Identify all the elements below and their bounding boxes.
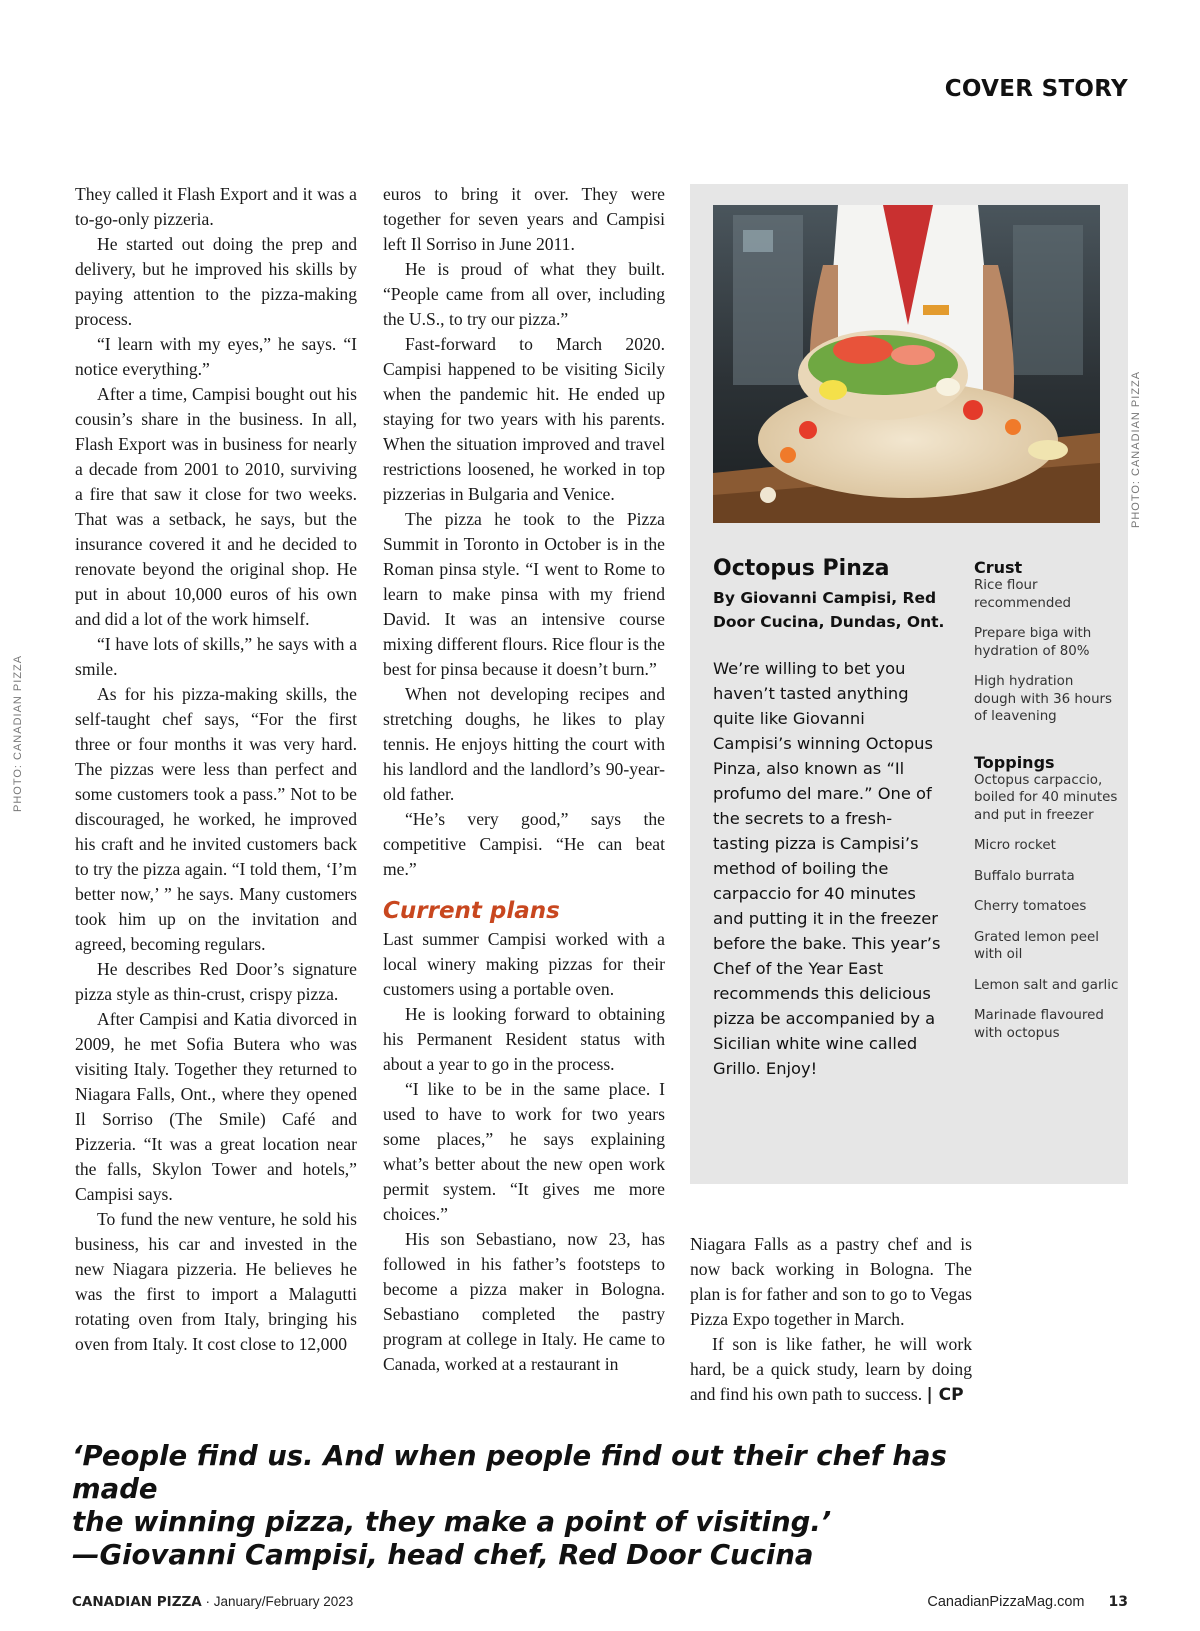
paragraph-text: If son is like father, he will work hard, be a quick study, learn by doing and find his own path to success. — [690, 1334, 972, 1404]
website-link[interactable]: CanadianPizzaMag.com — [927, 1594, 1085, 1610]
paragraph: He describes Red Door’s signature pizza style as thin-crust, crispy pizza. — [75, 959, 357, 1004]
section-label: COVER STORY — [944, 76, 1128, 102]
photo-credit-right: PHOTO: CANADIAN PIZZA — [1130, 370, 1142, 528]
paragraph: When not developing recipes and stretching doughs, he likes to play tennis. He enjoys hitting the court with his landlord and the landlord’s 90-year-old father. — [383, 684, 665, 804]
paragraph: The pizza he took to the Pizza Summit in Toronto in October is in the Roman pinsa style. “I went to Rome to learn to make pinsa with my friend David. It was an intensive course mixing different flours. Rice flour is the best for pinsa because it doesn’t burn.” — [383, 509, 665, 679]
paragraph: “I learn with my eyes,” he says. “I notice everything.” — [75, 334, 357, 379]
recipe-description: We’re willing to bet you haven’t tasted anything quite like Giovanni Campisi’s winning Octopus Pinza, also known as “Il profumo del mare.” One of the secrets to a fresh-tasting pizza is Campisi’s method of boiling the carpaccio for 40 minutes and putting it in the freezer before the bake. This year’s Chef of the Year East recommends this delicious pizza be accompanied by a Sicilian white wine called Grillo. Enjoy! — [713, 659, 941, 1078]
paragraph: To fund the new venture, he sold his business, his car and invested in the new Niagara pizzeria. He believes he was the first to import a Malagutti rotating oven from Italy, bringing his oven from Italy. It cost close to 12,000 — [75, 1209, 357, 1354]
paragraph: They called it Flash Export and it was a to-go-only pizzeria. — [75, 184, 357, 229]
paragraph: “I like to be in the same place. I used to have to work for two years some places,” he says explaining what’s better about the new open work permit system. “It gives me more choices.” — [383, 1079, 665, 1224]
crust-item: Rice flour recommended — [974, 578, 1072, 611]
recipe-sidebar — [690, 184, 1128, 1184]
paragraph: After Campisi and Katia divorced in 2009, he met Sofia Butera who was visiting Italy. Together they returned to Niagara Falls, Ont., where they opened Il Sorriso (The Smile) Café and Pizzeria. “It was a great location near the falls, Skylon Tower and hotels,” Campisi says. — [75, 1009, 357, 1204]
footer-site — [927, 1594, 1128, 1610]
paragraph: Niagara Falls as a pastry chef and is now back working in Bologna. The plan is for father and son to go to Vegas Pizza Expo together in March. — [690, 1234, 972, 1329]
article-column-1 — [75, 182, 357, 1357]
ingredients-list — [974, 558, 1119, 1055]
crust-item: High hydration dough with 36 hours of leavening — [974, 674, 1113, 724]
topping-item: Marinade flavoured with octopus — [974, 1008, 1104, 1041]
paragraph: As for his pizza-making skills, the self-taught chef says, “For the first three or four months it was very hard. The pizzas were less than perfect and some customers took a pass.” Not to be discouraged, he worked, he improved his craft and he invited customers back to try the pizza again. “I told them, ‘I’m better now,’ ” he says. Many customers took him up on the invitation and agreed, becoming regulars. — [75, 684, 357, 954]
recipe-title: Octopus Pinza — [713, 556, 890, 581]
recipe-byline: By Giovanni Campisi, Red Door Cucina, Dundas, Ont. — [713, 589, 945, 631]
paragraph: He started out doing the prep and delivery, but he improved his skills by paying attention to the pizza-making process. — [75, 234, 357, 329]
topping-item: Lemon salt and garlic — [974, 977, 1119, 993]
footer-publication — [72, 1594, 353, 1610]
pull-quote-line: the winning pizza, they make a point of visiting.’ — [72, 1506, 832, 1538]
magazine-name: CANADIAN PIZZA — [72, 1594, 202, 1610]
paragraph: Fast-forward to March 2020. Campisi happened to be visiting Sicily when the pandemic hit. He ended up staying for two years with his parents. When the situation improved and travel restrictions loosened, he worked in top pizzerias in Bulgaria and Venice. — [383, 334, 665, 504]
article-column-3 — [690, 1232, 972, 1408]
pull-quote-attribution: —Giovanni Campisi, head chef, Red Door Cucina — [72, 1539, 814, 1571]
topping-item: Buffalo burrata — [974, 868, 1075, 884]
end-mark: | CP — [926, 1385, 964, 1405]
paragraph: His son Sebastiano, now 23, has followed in his father’s footsteps to become a pizza maker in Bologna. Sebastiano completed the pastry program at college in Italy. He came to Canada, worked at a restaurant in — [383, 1229, 665, 1374]
topping-item: Micro rocket — [974, 838, 1056, 853]
article-column-2 — [383, 182, 665, 1377]
issue-date: · January/February 2023 — [201, 1594, 354, 1609]
paragraph: He is proud of what they built. “People came from all over, including the U.S., to try our pizza.” — [383, 259, 665, 329]
crust-heading: Crust — [974, 558, 1023, 577]
subheading-current-plans: Current plans — [383, 898, 560, 924]
paragraph: After a time, Campisi bought out his cousin’s share in the business. In all, Flash Export was in business for nearly a decade from 2001 to 2010, surviving a fire that saw it close for two weeks. That was a setback, he says, but the insurance covered it and he decided to renovate beyond the original shop. He put in about 10,000 euros of his own and did a lot of the work himself. — [75, 384, 357, 629]
pizza-photo — [713, 205, 1100, 523]
paragraph: Last summer Campisi worked with a local winery making pizzas for their customers using a portable oven. — [383, 929, 665, 999]
crust-item: Prepare biga with hydration of 80% — [974, 626, 1092, 659]
pull-quote — [72, 1440, 1032, 1572]
paragraph: euros to bring it over. They were together for seven years and Campisi left Il Sorriso in June 2011. — [383, 184, 665, 254]
toppings-heading: Toppings — [974, 752, 1055, 772]
photo-credit-left: PHOTO: CANADIAN PIZZA — [12, 654, 24, 812]
topping-item: Grated lemon peel with oil — [974, 929, 1099, 962]
pull-quote-line: ‘People find us. And when people find out their chef has made — [72, 1440, 947, 1505]
topping-item: Cherry tomatoes — [974, 899, 1087, 914]
topping-item: Octopus carpaccio, boiled for 40 minutes and put in freezer — [974, 772, 1118, 823]
paragraph: He is looking forward to obtaining his Permanent Resident status with about a year to go in the process. — [383, 1004, 665, 1074]
page-number: 13 — [1108, 1594, 1128, 1610]
paragraph — [690, 1332, 972, 1408]
paragraph: “He’s very good,” says the competitive Campisi. “He can beat me.” — [383, 809, 665, 879]
paragraph: “I have lots of skills,” he says with a smile. — [75, 634, 357, 679]
